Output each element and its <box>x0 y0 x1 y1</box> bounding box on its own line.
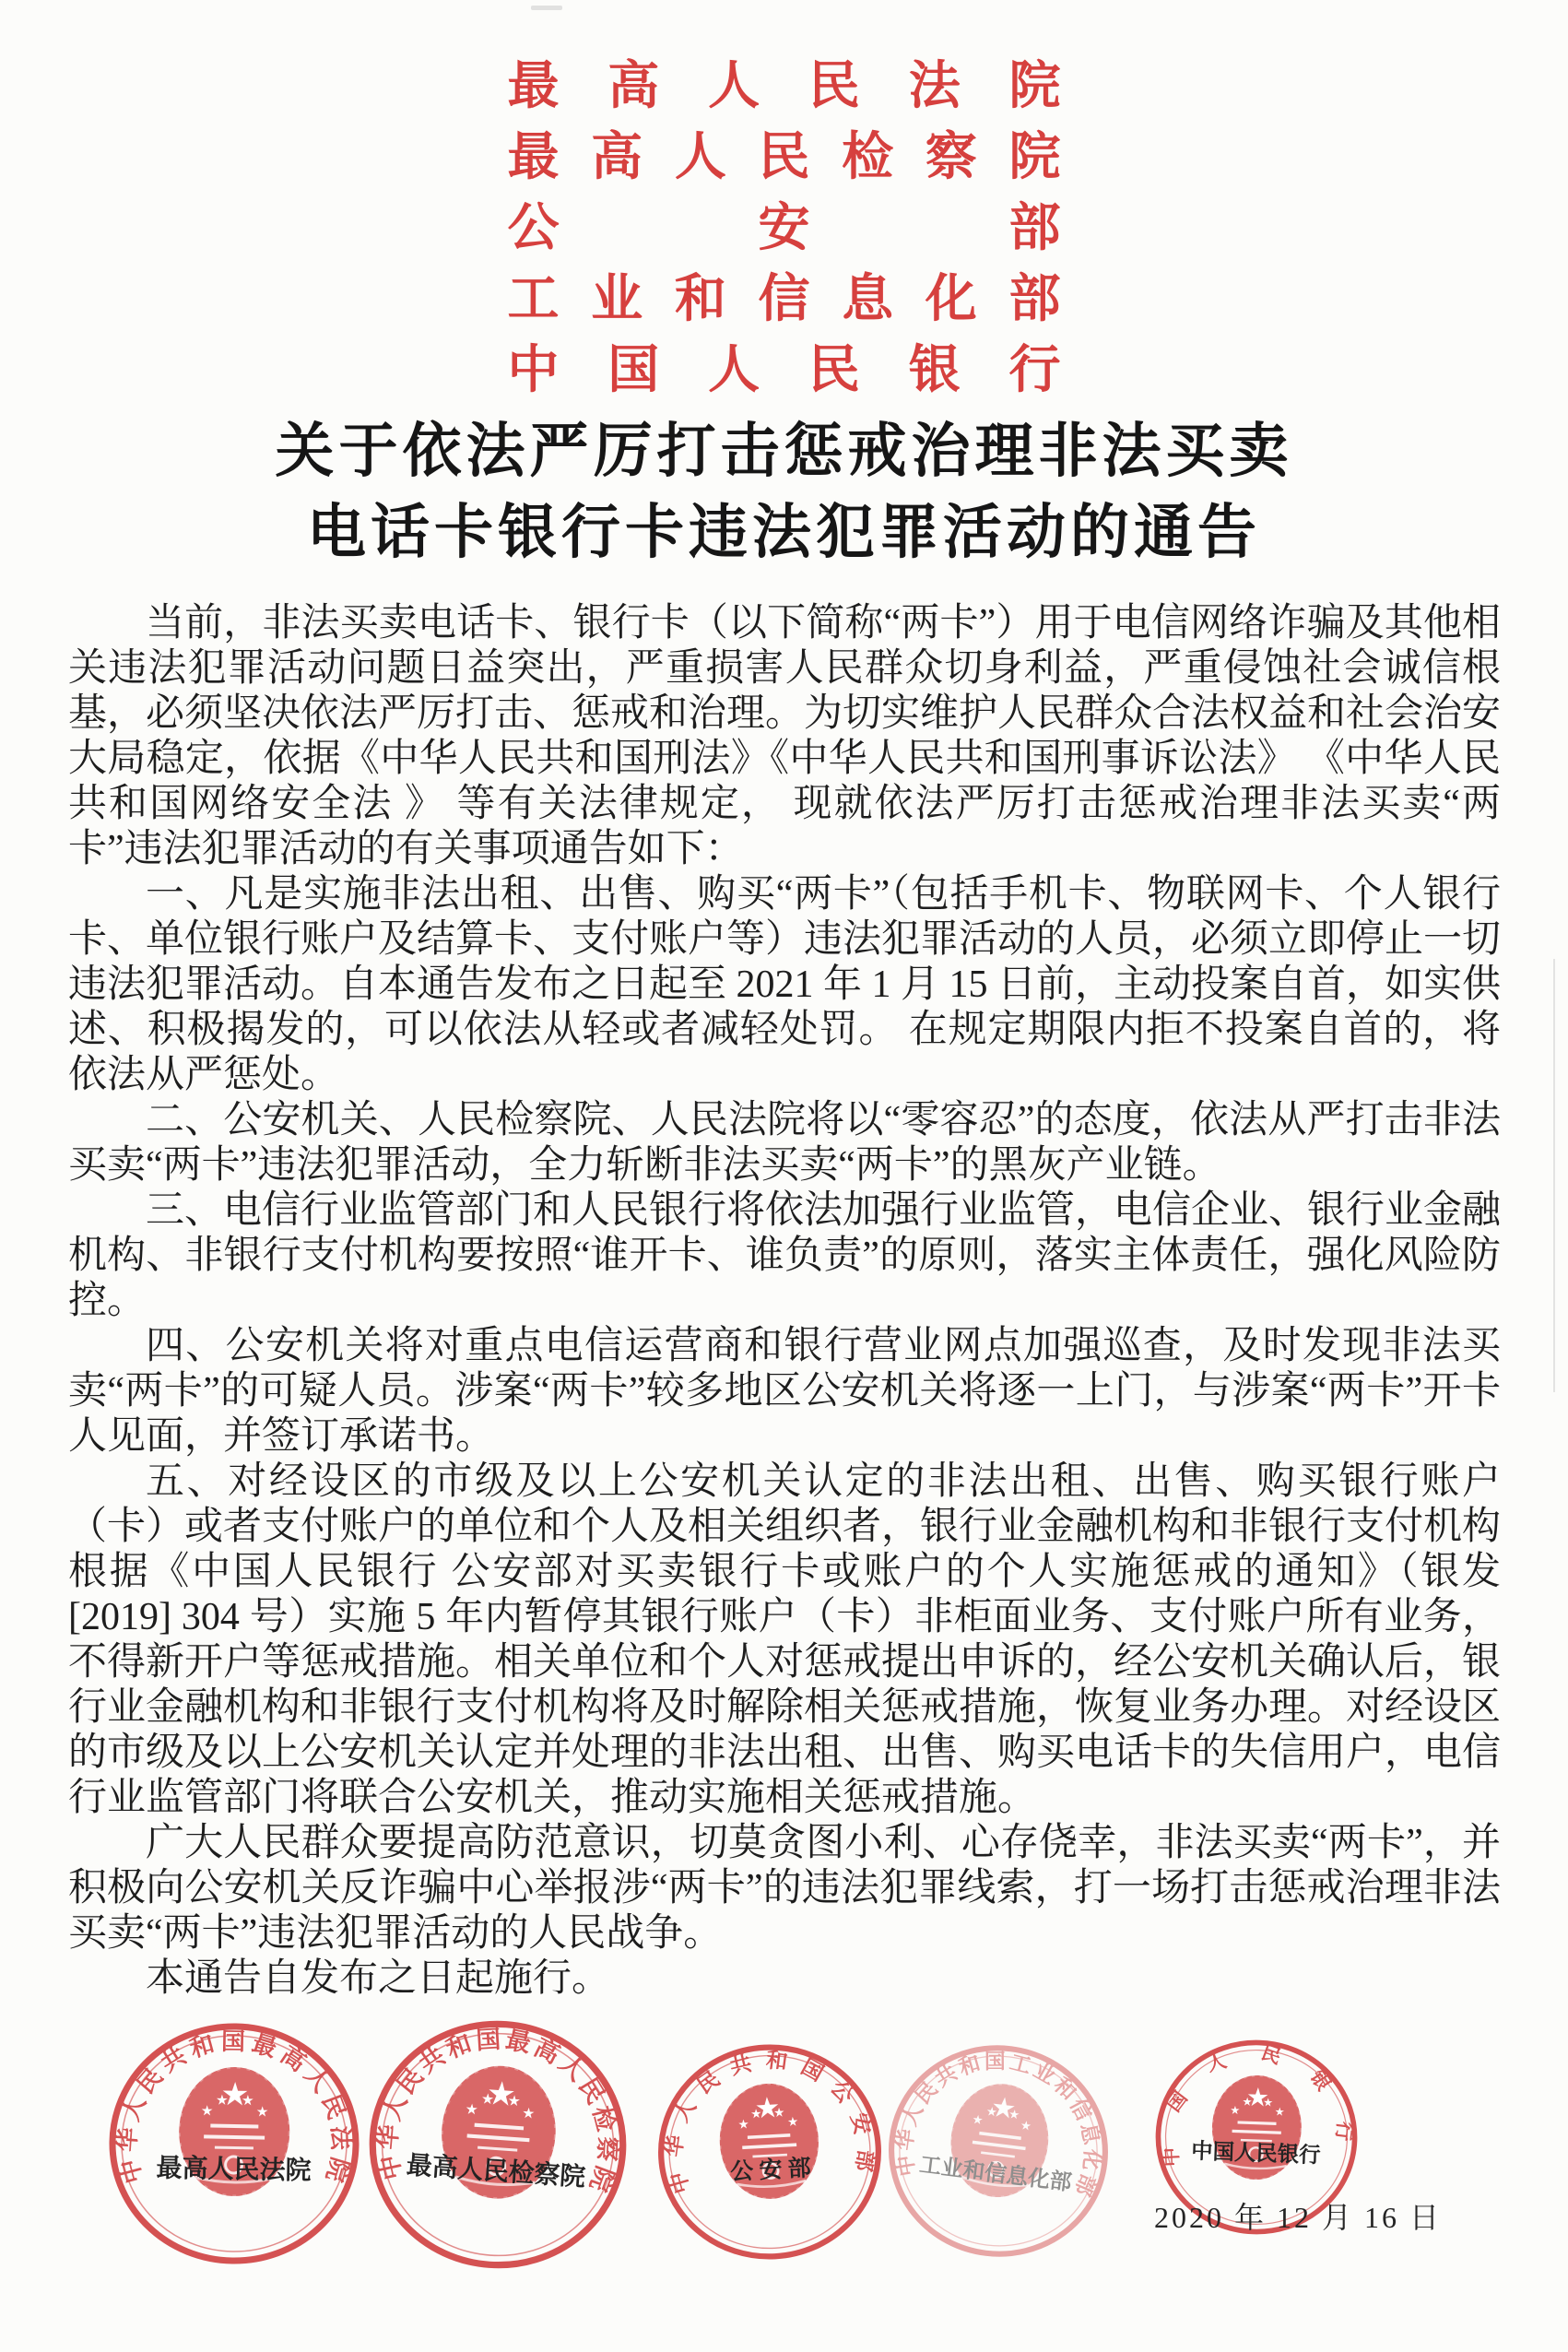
paragraph-item-1: 一、凡是实施非法出租、出售、购买“两卡”（包括手机卡、物联网卡、个人银行卡、单位银行账户及结算卡、支付账户等）违法犯罪活动的人员，必须立即停止一切违法犯罪活动。自本通告发布之日起至 2021 年 1 月 15 日前，主动投案自首，如实供述、积极揭发的，可以依法从轻或者减轻处罚。 在规定期限内拒不投案自首的，将依法从严惩处。 <box>68 873 1502 1096</box>
header-agency-pboc: 中 国 人 民 银 行 <box>507 342 1061 399</box>
issue-date: 2020 年 12 月 16 日 <box>1154 2201 1443 2234</box>
seal-label: 最高人民法院 <box>156 2154 312 2186</box>
seal-ring-text: 中华人民共和国工业和信息化部 <box>892 2050 1104 2203</box>
seal-supreme-court <box>101 2017 368 2271</box>
seal-label: 公 安 部 <box>729 2156 812 2185</box>
title-line-2: 电话卡银行卡违法犯罪活动的通告 <box>307 500 1261 565</box>
seal-ring-text: 中国人民银行 <box>1158 2040 1357 2174</box>
paragraph-item-5: 五、对经设区的市级及以上公安机关认定的非法出租、出售、购买银行账户（卡）或者支付账户的单位和个人及相关组织者，银行业金融机构和非银行支付机构根据《中国人民银行 公安部对买卖银行卡或账户的个人实施惩戒的通知》（银发[2019] 304 号）实施 5 年内暂停其银行账户（卡）非柜面业务、支付账户所有业务，不得新开户等惩戒措施。相关单位和个人对惩戒提出申诉的，经公安机关确认后，银行业金融机构和非银行支付机构将及时解除相关惩戒措施，恢复业务办理。对经设区的市级及以上公安机关认定并处理的非法出租、出售、购买电话卡的失信用户，电信行业监管部门将联合公安机关，推动实施相关惩戒措施。 <box>68 1460 1502 1819</box>
seal-ring-text: 中华人民共和国公安部 <box>661 2048 878 2196</box>
scan-artifact-mark <box>531 6 562 10</box>
header-agency-list <box>508 52 1061 407</box>
notice-body <box>68 601 1501 2002</box>
header-agency-public-security: 公 安 部 <box>507 200 1061 257</box>
paragraph-intro: 当前，非法买卖电话卡、银行卡（以下简称“两卡”）用于电信网络诈骗及其他相关违法犯罪活动问题日益突出，严重损害人民群众切身利益，严重侵蚀社会诚信根基，必须坚决依法严厉打击、惩戒和治理。为切实维护人民群众合法权益和社会治安大局稳定，依据《中华人民共和国刑法》《中华人民共和国刑事诉讼法》 《中华人民共和国网络安全法 》 等有关法律规定， 现就依法严厉打击惩戒治理非法买卖“两卡”违法犯罪活动的有关事项通告如下： <box>68 602 1502 870</box>
seal-label: 最高人民检察院 <box>405 2151 586 2192</box>
seal-label: 工业和信息化部 <box>917 2153 1073 2196</box>
header-agency-procuratorate: 最 高 人 民 检 察 院 <box>507 129 1061 186</box>
scan-artifact-line <box>1553 959 1555 1392</box>
paragraph-item-3: 三、电信行业监管部门和人民银行将依法加强行业监管，电信企业、银行业金融机构、非银行支付机构要按照“谁开卡、谁负责”的原则，落实主体责任，强化风险防控。 <box>68 1189 1502 1322</box>
seal-miit <box>870 2008 1127 2294</box>
seal-procuratorate <box>356 2004 639 2284</box>
seal-ring-text: 中华人民共和国最高人民法院 <box>113 2027 355 2191</box>
paragraph-effective-date: 本通告自发布之日起施行。 <box>146 1957 611 2000</box>
paragraph-item-4: 四、公安机关将对重点电信运营商和银行营业网点加强巡查，及时发现非法买卖“两卡”的可疑人员。涉案“两卡”较多地区公安机关将逐一上门，与涉案“两卡”开卡人见面，并签订承诺书。 <box>68 1325 1501 1458</box>
paragraph-public-appeal: 广大人民群众要提高防范意识，切莫贪图小利、心存侥幸，非法买卖“两卡”，并积极向公安机关反诈骗中心举报涉“两卡”的违法犯罪线索，打一场打击惩戒治理非法买卖“两卡”违法犯罪活动的人民战争。 <box>68 1822 1501 1955</box>
document-title <box>0 411 1568 573</box>
seal-ring-text: 中华人民共和国最高人民检察院 <box>373 2025 622 2199</box>
header-agency-supreme-court: 最 高 人 民 法 院 <box>507 58 1061 115</box>
seal-public-security <box>648 2025 890 2280</box>
paragraph-item-2: 二、公安机关、人民检察院、人民法院将以“零容忍”的态度，依法从严打击非法买卖“两卡”违法犯罪活动，全力斩断非法买卖“两卡”的黑灰产业链。 <box>68 1099 1501 1187</box>
title-line-1: 关于依法严厉打击惩戒治理非法买卖 <box>275 419 1293 484</box>
seal-label: 中国人民银行 <box>1190 2139 1321 2169</box>
header-agency-miit: 工 业 和 信 息 化 部 <box>507 271 1061 328</box>
